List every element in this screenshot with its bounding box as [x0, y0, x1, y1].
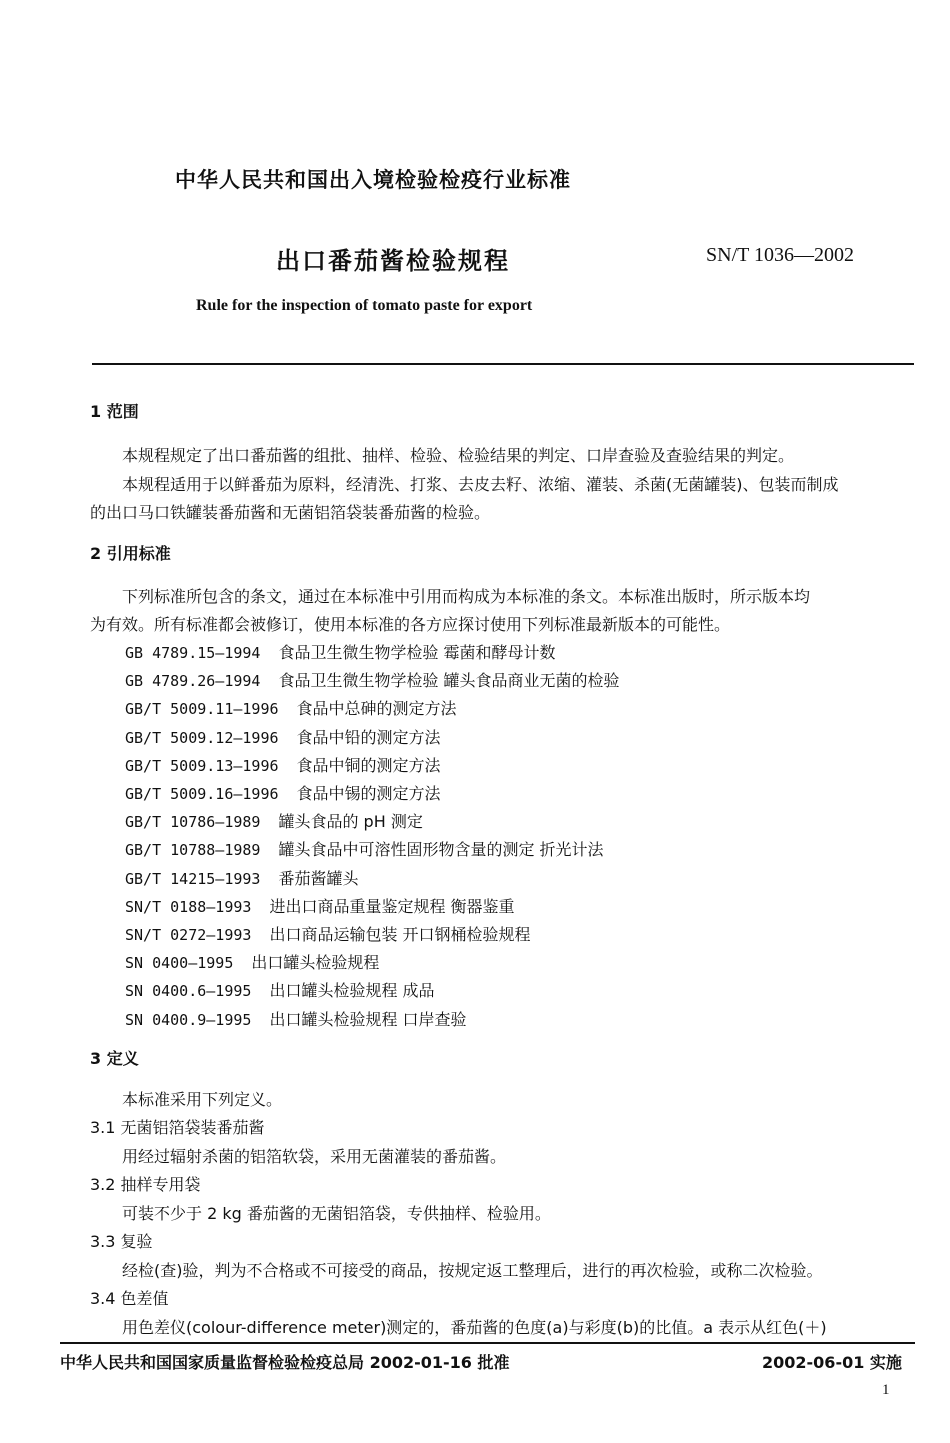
reference-item	[125, 894, 515, 917]
definition-3-3-heading: 3.3 复验	[90, 1232, 153, 1251]
definition-3-4-text: 用色差仪(colour-difference meter)测定的，番茄酱的色度(a)与彩度(b)的比值。a 表示从红色(＋)	[122, 1318, 827, 1337]
reference-item	[125, 640, 556, 663]
section-2-intro-line-1: 下列标准所包含的条文，通过在本标准中引用而构成为本标准的条文。本标准出版时，所示版本均	[122, 587, 811, 606]
reference-code: SN 0400—1995	[125, 954, 234, 973]
reference-item	[125, 753, 441, 776]
reference-name: 食品中铜的测定方法	[296, 755, 441, 775]
section-2-intro-line-2: 为有效。所有标准都会被修订，使用本标准的各方应探讨使用下列标准最新版本的可能性。	[90, 615, 731, 634]
section-1-paragraph-1: 本规程规定了出口番茄酱的组批、抽样、检验、检验结果的判定、口岸查验及查验结果的判定。	[122, 446, 795, 465]
reference-item	[125, 725, 441, 748]
definition-3-1-text: 用经过辐射杀菌的铝箔软袋，采用无菌灌装的番茄酱。	[122, 1147, 507, 1166]
reference-code: SN 0400.9—1995	[125, 1010, 252, 1029]
header-divider	[92, 363, 914, 365]
section-3-intro: 本标准采用下列定义。	[122, 1090, 283, 1109]
reference-name: 罐头食品的 pH 测定	[278, 812, 423, 832]
section-1-heading: 1 范围	[90, 402, 139, 421]
reference-name: 出口罐头检验规程	[251, 953, 380, 973]
issuing-agency: 中华人民共和国出入境检验检疫行业标准	[175, 168, 571, 192]
section-1-paragraph-2-line-1: 本规程适用于以鲜番茄为原料，经清洗、打浆、去皮去籽、浓缩、灌装、杀菌(无菌罐装)、包装而制成	[122, 475, 839, 494]
section-3-heading: 3 定义	[90, 1049, 139, 1068]
document-title: 出口番茄酱检验规程	[276, 247, 510, 275]
reference-code: GB/T 5009.12—1996	[125, 728, 279, 747]
reference-name: 食品中总砷的测定方法	[296, 699, 457, 719]
reference-name: 出口商品运输包装 开口钢桶检验规程	[269, 925, 531, 944]
reference-name: 番茄酱罐头	[278, 868, 359, 888]
reference-code: SN/T 0188—1993	[125, 897, 252, 916]
definition-3-3-text: 经检(查)验，判为不合格或不可接受的商品，按规定返工整理后，进行的再次检验，或称二次检验。	[122, 1261, 823, 1280]
approval-line: 中华人民共和国国家质量监督检验检疫总局 2002-01-16 批准	[60, 1353, 510, 1372]
reference-name: 出口罐头检验规程 成品	[269, 981, 435, 1001]
reference-item	[125, 978, 435, 1001]
page-number: 1	[882, 1382, 890, 1398]
reference-name: 食品卫生微生物学检验 霉菌和酵母计数	[278, 643, 556, 662]
reference-item	[125, 1007, 467, 1030]
reference-code: GB/T 5009.11—1996	[125, 700, 279, 719]
reference-name: 食品中铅的测定方法	[296, 727, 441, 747]
reference-name: 罐头食品中可溶性固形物含量的测定 折光计法	[278, 840, 604, 860]
section-2-heading: 2 引用标准	[90, 544, 171, 563]
definition-3-1-heading: 3.1 无菌铝箔袋装番茄酱	[90, 1118, 265, 1137]
reference-item	[125, 668, 620, 691]
reference-code: GB/T 14215—1993	[125, 869, 261, 888]
reference-item	[125, 809, 423, 832]
reference-code: SN 0400.6—1995	[125, 982, 252, 1001]
reference-code: GB 4789.26—1994	[125, 672, 261, 691]
reference-name: 食品中锡的测定方法	[296, 784, 441, 803]
definition-3-4-heading: 3.4 色差值	[90, 1289, 169, 1308]
reference-code: GB/T 5009.16—1996	[125, 785, 279, 803]
reference-item	[125, 837, 604, 860]
reference-name: 出口罐头检验规程 口岸查验	[269, 1009, 467, 1029]
reference-code: GB 4789.15—1994	[125, 644, 261, 662]
standard-number: SN/T 1036—2002	[706, 244, 854, 266]
reference-code: GB/T 10788—1989	[125, 841, 261, 860]
footer-divider	[60, 1342, 915, 1344]
reference-name: 食品卫生微生物学检验 罐头食品商业无菌的检验	[278, 671, 620, 691]
reference-item	[125, 922, 531, 945]
english-title: Rule for the inspection of tomato paste for export	[196, 297, 533, 314]
reference-item	[125, 866, 358, 889]
definition-3-2-text: 可装不少于 2 kg 番茄酱的无菌铝箔袋，专供抽样、检验用。	[122, 1204, 551, 1223]
reference-item	[125, 950, 379, 973]
section-1-paragraph-2-line-2: 的出口马口铁罐装番茄酱和无菌铝箔袋装番茄酱的检验。	[90, 503, 491, 522]
reference-item	[125, 696, 457, 719]
reference-code: GB/T 10786—1989	[125, 813, 261, 832]
implementation-date: 2002-06-01 实施	[762, 1353, 902, 1372]
reference-item	[125, 781, 441, 804]
reference-code: GB/T 5009.13—1996	[125, 756, 279, 775]
reference-code: SN/T 0272—1993	[125, 926, 252, 944]
reference-name: 进出口商品重量鉴定规程 衡器鉴重	[269, 896, 515, 916]
definition-3-2-heading: 3.2 抽样专用袋	[90, 1175, 201, 1194]
